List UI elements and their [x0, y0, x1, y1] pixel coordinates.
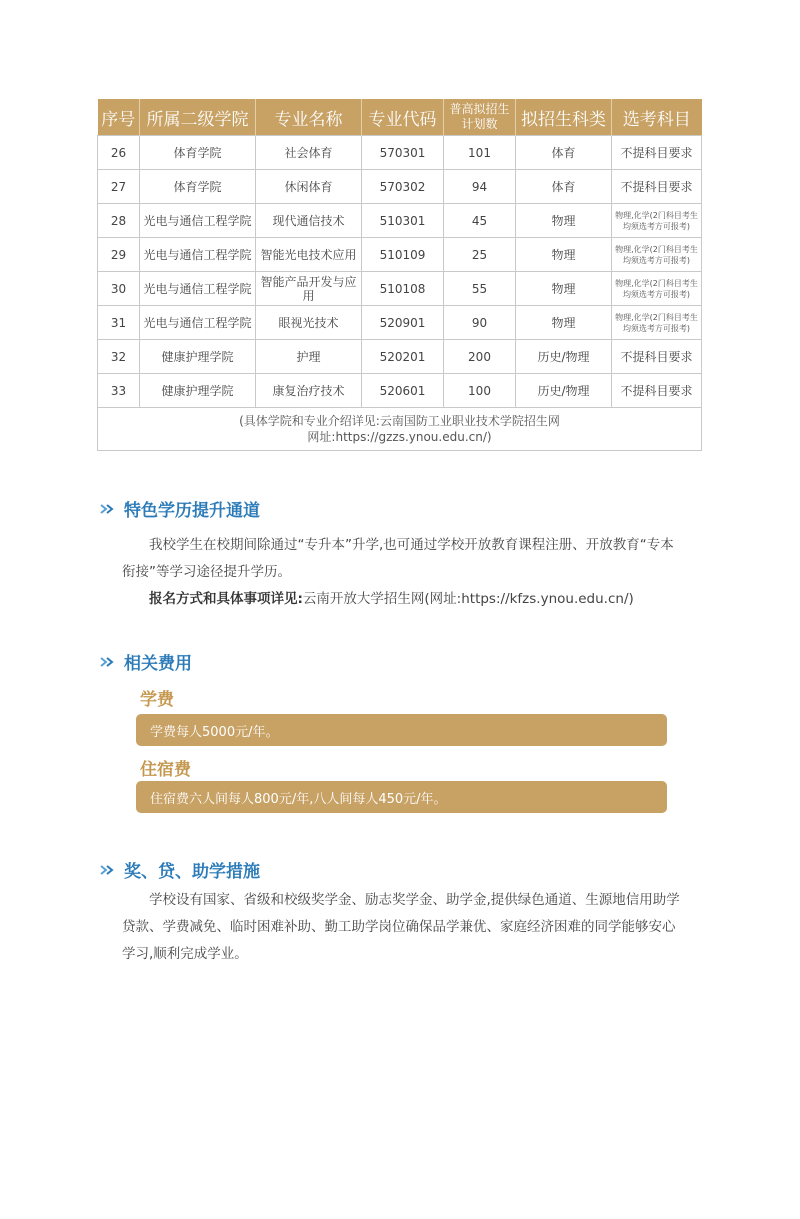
table-cell: 物理: [516, 306, 612, 340]
table-cell: 物理,化学(2门科目考生均须选考方可报考): [612, 238, 702, 272]
table-cell: 不提科目要求: [612, 170, 702, 204]
table-cell: 康复治疗技术: [256, 374, 362, 408]
signup-link-text: 云南开放大学招生网(网址:https://kfzs.ynou.edu.cn/): [302, 591, 634, 607]
table-cell: 体育学院: [140, 136, 256, 170]
table-cell: 520901: [362, 306, 444, 340]
table-body: [98, 136, 702, 408]
table-cell: 历史/物理: [516, 340, 612, 374]
tuition-bar: 学费每人5000元/年。: [136, 714, 667, 746]
admission-table-wrapper: [97, 99, 701, 451]
table-cell: 29: [98, 238, 140, 272]
table-cell: 510109: [362, 238, 444, 272]
table-cell: 现代通信技术: [256, 204, 362, 238]
table-row: [98, 136, 702, 170]
table-cell: 体育学院: [140, 170, 256, 204]
table-cell: 不提科目要求: [612, 136, 702, 170]
table-cell: 物理: [516, 272, 612, 306]
header-cell: 选考科目: [612, 99, 702, 136]
double-chevron-icon: [100, 656, 116, 668]
table-row: [98, 306, 702, 340]
double-chevron-icon: [100, 503, 116, 515]
table-cell: 光电与通信工程学院: [140, 306, 256, 340]
tuition-title: 学费: [140, 690, 174, 710]
table-cell: 光电与通信工程学院: [140, 238, 256, 272]
table-cell: 体育: [516, 170, 612, 204]
table-cell: 45: [444, 204, 516, 238]
table-cell: 智能产品开发与应用: [256, 272, 362, 306]
table-row: [98, 204, 702, 238]
table-cell: 520201: [362, 340, 444, 374]
table-note-row: [98, 408, 702, 451]
table-cell: 光电与通信工程学院: [140, 204, 256, 238]
header-cell: 序号: [98, 99, 140, 136]
table-cell: 健康护理学院: [140, 340, 256, 374]
financial-aid-paragraph: 学校设有国家、省级和校级奖学金、励志奖学金、助学金,提供绿色通道、生源地信用助学贷款、学费减免、临时困难补助、勤工助学岗位确保品学兼优、家庭经济困难的同学能够安心学习,顺利完成学业。: [122, 892, 680, 962]
table-cell: 眼视光技术: [256, 306, 362, 340]
table-cell: 31: [98, 306, 140, 340]
education-upgrade-paragraph: 我校学生在校期间除通过“专升本”升学,也可通过学校开放教育课程注册、开放教育“专本衔接”等学习途径提升学历。: [122, 537, 674, 580]
table-cell: 物理,化学(2门科目考生均须选考方可报考): [612, 306, 702, 340]
table-cell: 32: [98, 340, 140, 374]
table-cell: 520601: [362, 374, 444, 408]
table-cell: 570301: [362, 136, 444, 170]
table-cell: 27: [98, 170, 140, 204]
table-cell: 物理,化学(2门科目考生均须选考方可报考): [612, 204, 702, 238]
table-note-line: 网址:https://gzzs.ynou.edu.cn/): [307, 430, 492, 444]
double-chevron-icon: [100, 864, 116, 876]
signup-label: 报名方式和具体事项详见:: [149, 591, 303, 607]
table-note-line: (具体学院和专业介绍详见:云南国防工业职业技术学院招生网: [239, 414, 560, 428]
table-cell: 570302: [362, 170, 444, 204]
table-cell: 101: [444, 136, 516, 170]
table-cell: 90: [444, 306, 516, 340]
table-row: [98, 340, 702, 374]
table-cell: 物理: [516, 238, 612, 272]
table-cell: 不提科目要求: [612, 374, 702, 408]
table-cell: 历史/物理: [516, 374, 612, 408]
table-cell: 护理: [256, 340, 362, 374]
table-cell: 不提科目要求: [612, 340, 702, 374]
table-row: [98, 272, 702, 306]
section-title-education-upgrade: [100, 496, 260, 521]
table-cell: 510301: [362, 204, 444, 238]
table-cell: 休闲体育: [256, 170, 362, 204]
table-cell: 社会体育: [256, 136, 362, 170]
header-cell: 拟招生科类: [516, 99, 612, 136]
table-cell: 33: [98, 374, 140, 408]
table-cell: 25: [444, 238, 516, 272]
table-cell: 30: [98, 272, 140, 306]
section-title-text: 奖、贷、助学措施: [124, 862, 260, 882]
table-cell: 55: [444, 272, 516, 306]
table-cell: 28: [98, 204, 140, 238]
table-cell: 94: [444, 170, 516, 204]
section-title-text: 特色学历提升通道: [124, 501, 260, 521]
dorm-title: 住宿费: [140, 760, 191, 780]
dorm-bar: 住宿费六人间每人800元/年,八人间每人450元/年。: [136, 781, 667, 813]
table-cell: 200: [444, 340, 516, 374]
table-cell: 智能光电技术应用: [256, 238, 362, 272]
table-cell: 26: [98, 136, 140, 170]
section-title-fees: [100, 649, 192, 674]
table-cell: 光电与通信工程学院: [140, 272, 256, 306]
table-cell: 体育: [516, 136, 612, 170]
section-title-text: 相关费用: [124, 654, 192, 674]
table-cell: 物理,化学(2门科目考生均须选考方可报考): [612, 272, 702, 306]
admission-table: [97, 99, 702, 451]
section-title-financial-aid: [100, 857, 260, 882]
table-header-row: [98, 99, 702, 136]
table-cell: 510108: [362, 272, 444, 306]
table-row: [98, 170, 702, 204]
table-cell: 100: [444, 374, 516, 408]
signup-info: [149, 587, 634, 607]
header-cell: 所属二级学院: [140, 99, 256, 136]
table-row: [98, 238, 702, 272]
header-cell: 专业代码: [362, 99, 444, 136]
table-cell: 物理: [516, 204, 612, 238]
header-cell: 普高拟招生计划数: [444, 99, 516, 136]
table-note: [98, 408, 702, 451]
header-cell: 专业名称: [256, 99, 362, 136]
table-cell: 健康护理学院: [140, 374, 256, 408]
table-row: [98, 374, 702, 408]
